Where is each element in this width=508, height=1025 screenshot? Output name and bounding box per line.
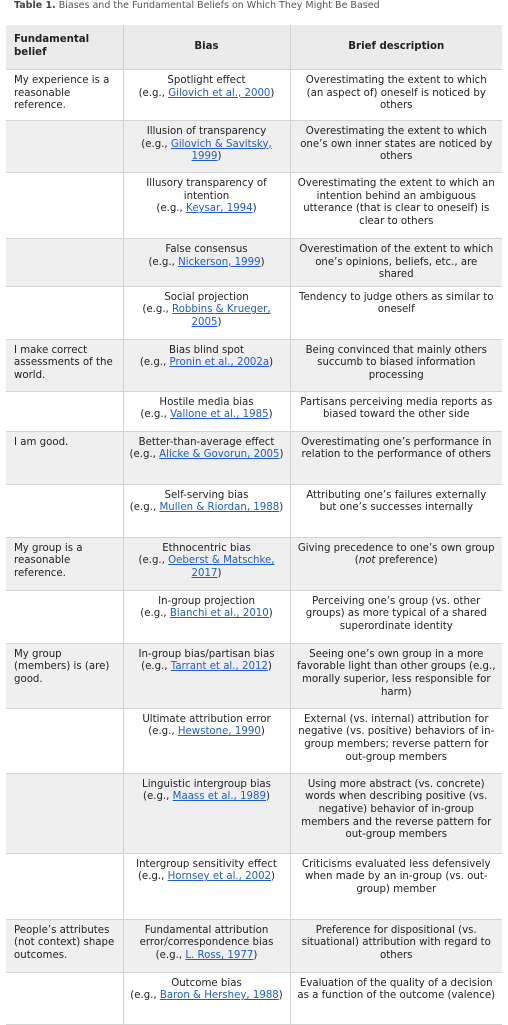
header-fundamental-belief: Fundamental belief — [6, 25, 123, 70]
bias-citation — [130, 950, 284, 963]
brief-description-text: External (vs. internal) attribution for negative (vs. positive) behaviors of in-group members; reverse pattern for out-group members — [298, 713, 495, 763]
table-row — [6, 972, 502, 1024]
citation-link[interactable]: Mullen & Riordan, 1988 — [159, 502, 280, 514]
brief-description-text-after: preference) — [375, 555, 438, 567]
brief-description-cell — [290, 339, 502, 391]
citation-link[interactable]: Gilovich & Savitsky, 1999 — [170, 138, 272, 163]
fundamental-belief-cell — [6, 121, 123, 173]
citation-prefix: (e.g., — [141, 138, 171, 150]
citation-link[interactable]: Baron & Hershey, 1988 — [159, 990, 279, 1002]
bias-name: Spotlight effect — [167, 75, 246, 86]
bias-name: Better-than-average effect — [138, 436, 275, 448]
brief-description-text: Preference for dispositional (vs. situational) attribution with regard to others — [301, 924, 491, 961]
table-row — [6, 919, 502, 972]
table-caption-label: Table 1. — [14, 0, 56, 11]
bias-cell — [123, 121, 290, 173]
fundamental-belief-cell — [6, 643, 123, 708]
bias-citation — [130, 139, 284, 164]
bias-cell — [123, 590, 290, 643]
brief-description-cell — [290, 391, 502, 431]
bias-name: Social projection — [164, 291, 249, 303]
brief-description-text: Overestimating the extent to which one’s own inner states are noticed by others — [300, 126, 493, 163]
citation-suffix: ) — [252, 203, 257, 215]
bias-name: Bias blind spot — [169, 344, 244, 356]
brief-description-cell — [290, 708, 502, 773]
bias-name: Ultimate attribution error — [142, 713, 271, 725]
citation-link[interactable]: L. Ross, 1977 — [185, 949, 254, 961]
header-brief-description: Brief description — [290, 25, 502, 70]
citation-link[interactable]: Oeberst & Matschke, 2017 — [168, 555, 275, 579]
citation-prefix: (e.g., — [137, 871, 168, 883]
bias-citation — [130, 555, 284, 580]
citation-link[interactable]: Alicke & Govorun, 2005 — [159, 449, 280, 461]
citation-prefix: (e.g., — [130, 990, 160, 1002]
bias-citation — [130, 726, 284, 739]
table-row — [6, 484, 502, 537]
brief-description-cell — [290, 286, 502, 339]
bias-citation — [130, 357, 284, 370]
fundamental-belief-text: My experience is a reasonable reference. — [14, 75, 110, 112]
citation-prefix: (e.g., — [156, 203, 187, 215]
citation-suffix: ) — [268, 608, 273, 620]
citation-prefix: (e.g., — [140, 608, 170, 620]
citation-prefix: (e.g., — [142, 791, 173, 803]
bias-cell — [123, 339, 290, 391]
brief-description-cell — [290, 70, 502, 121]
citation-prefix: (e.g., — [138, 87, 169, 99]
bias-name: In-group projection — [158, 595, 255, 607]
bias-cell — [123, 484, 290, 537]
table-header — [6, 25, 502, 70]
citation-prefix: (e.g., — [140, 409, 171, 421]
biases-table-container — [6, 25, 502, 1025]
citation-link[interactable]: Tarrant et al., 2012 — [170, 661, 268, 673]
citation-suffix: ) — [260, 726, 265, 738]
fundamental-belief-cell — [6, 339, 123, 391]
bias-citation — [130, 449, 284, 462]
citation-link[interactable]: Vallone et al., 1985 — [170, 409, 269, 421]
bias-citation — [130, 409, 284, 422]
bias-cell — [123, 919, 290, 972]
brief-description-cell — [290, 121, 502, 173]
table-row — [6, 708, 502, 773]
brief-description-cell — [290, 239, 502, 287]
fundamental-belief-cell — [6, 537, 123, 590]
table-caption-text: Biases and the Fundamental Beliefs on Which They Might Be Based — [58, 0, 380, 11]
brief-description-text: Evaluation of the quality of a decision as a function of the outcome (valence) — [297, 977, 496, 1002]
brief-description-cell — [290, 972, 502, 1024]
fundamental-belief-cell — [6, 972, 123, 1024]
fundamental-belief-text: My group is a reasonable reference. — [14, 542, 83, 579]
bias-cell — [123, 391, 290, 431]
bias-cell — [123, 70, 290, 121]
brief-description-text: Overestimating one’s performance in relation to the performance of others — [301, 436, 492, 461]
citation-suffix: ) — [271, 871, 276, 883]
brief-description-text: Overestimating the extent to which an intention behind an ambiguous utterance (that is clear to oneself) is clear to others — [297, 178, 495, 227]
table-row — [6, 121, 502, 173]
table-row — [6, 773, 502, 853]
table-row — [6, 431, 502, 484]
brief-description-cell — [290, 484, 502, 537]
citation-suffix: ) — [278, 990, 283, 1002]
citation-suffix: ) — [269, 357, 274, 369]
brief-description-cell — [290, 537, 502, 590]
brief-description-text: Seeing one’s own group in a more favorable light than other groups (e.g., morally superior, less responsible for harm) — [297, 648, 496, 698]
brief-description-emphasis: not — [358, 555, 376, 567]
brief-description-cell — [290, 643, 502, 708]
brief-description-text: Overestimating the extent to which (an aspect of) oneself is noticed by others — [305, 75, 487, 112]
bias-name: Linguistic intergroup bias — [142, 778, 271, 790]
citation-link[interactable]: Nickerson, 1999 — [178, 256, 261, 268]
brief-description-text: Criticisms evaluated less defensively when made by an in-group (vs. out-group) member — [302, 858, 491, 895]
bias-cell — [123, 643, 290, 708]
table-row — [6, 391, 502, 431]
bias-name: Outcome bias — [171, 977, 242, 989]
fundamental-belief-cell — [6, 431, 123, 484]
table-row — [6, 239, 502, 287]
table-row — [6, 643, 502, 708]
brief-description-text: Using more abstract (vs. concrete) words when describing positive (vs. negative) behavior of in-group members and the reverse pattern for out-group members — [301, 778, 492, 841]
table-body — [6, 70, 502, 1025]
bias-citation — [130, 502, 284, 515]
bias-citation — [130, 304, 284, 329]
brief-description-text: Perceiving one’s group (vs. other groups) as more typical of a shared superordinate identity — [305, 595, 487, 632]
fundamental-belief-cell — [6, 484, 123, 537]
citation-prefix: (e.g., — [148, 256, 179, 268]
header-bias: Bias — [123, 25, 290, 70]
table-row — [6, 537, 502, 590]
bias-name: Ethnocentric bias — [162, 542, 251, 554]
table-caption — [14, 0, 380, 11]
bias-cell — [123, 173, 290, 239]
citation-prefix: (e.g., — [141, 661, 171, 673]
citation-prefix: (e.g., — [155, 949, 186, 961]
brief-description-cell — [290, 431, 502, 484]
bias-cell — [123, 431, 290, 484]
brief-description-text: Partisans perceiving media reports as biased toward the other side — [300, 396, 493, 421]
citation-prefix: (e.g., — [142, 304, 173, 316]
bias-citation — [130, 203, 284, 216]
citation-suffix: ) — [217, 316, 222, 328]
citation-link[interactable]: Keysar, 1994 — [186, 203, 253, 215]
fundamental-belief-cell — [6, 773, 123, 853]
citation-suffix: ) — [260, 256, 265, 268]
bias-name: Fundamental attribution error/correspondence bias — [139, 924, 274, 949]
table-row — [6, 173, 502, 239]
fundamental-belief-cell — [6, 708, 123, 773]
citation-link[interactable]: Gilovich et al., 2000 — [168, 87, 271, 99]
citation-prefix: (e.g., — [129, 449, 160, 461]
citation-link[interactable]: Pronin et al., 2002a — [169, 357, 270, 369]
fundamental-belief-text: I make correct assessments of the world. — [14, 344, 113, 381]
bias-name: In-group bias/partisan bias — [138, 648, 275, 660]
bias-cell — [123, 286, 290, 339]
bias-cell — [123, 773, 290, 853]
fundamental-belief-cell — [6, 853, 123, 919]
fundamental-belief-cell — [6, 173, 123, 239]
brief-description-cell — [290, 853, 502, 919]
fundamental-belief-cell — [6, 391, 123, 431]
brief-description-text: Overestimation of the extent to which one’s opinions, beliefs, etc., are shared — [299, 244, 494, 281]
bias-citation — [130, 608, 284, 621]
bias-name: Self-serving bias — [164, 489, 249, 501]
fundamental-belief-cell — [6, 70, 123, 121]
brief-description-text: Tendency to judge others as similar to oneself — [298, 291, 494, 316]
fundamental-belief-text: I am good. — [14, 436, 69, 448]
bias-name: False consensus — [165, 244, 248, 255]
citation-prefix: (e.g., — [129, 502, 160, 514]
table-row — [6, 339, 502, 391]
citation-suffix: ) — [279, 449, 284, 461]
citation-suffix: ) — [268, 409, 273, 421]
brief-description-cell — [290, 173, 502, 239]
table-row — [6, 286, 502, 339]
citation-link[interactable]: Hornsey et al., 2002 — [167, 871, 272, 883]
citation-link[interactable]: Hewstone, 1990 — [177, 726, 261, 738]
citation-prefix: (e.g., — [148, 726, 178, 738]
fundamental-belief-cell — [6, 239, 123, 287]
bias-cell — [123, 853, 290, 919]
table-row — [6, 70, 502, 121]
citation-suffix: ) — [253, 949, 258, 961]
fundamental-belief-cell — [6, 590, 123, 643]
bias-citation — [130, 257, 284, 270]
bias-citation — [130, 661, 284, 674]
fundamental-belief-text: People’s attributes (not context) shape outcomes. — [14, 924, 115, 961]
citation-link[interactable]: Bianchi et al., 2010 — [169, 608, 269, 620]
citation-suffix: ) — [266, 791, 270, 803]
bias-citation — [130, 871, 284, 884]
citation-suffix: ) — [279, 502, 284, 514]
citation-link[interactable]: Robbins & Krueger, 2005 — [172, 304, 271, 328]
table-row — [6, 590, 502, 643]
brief-description-cell — [290, 590, 502, 643]
citation-suffix: ) — [217, 151, 222, 163]
fundamental-belief-text: My group (members) is (are) good. — [14, 648, 110, 685]
brief-description-cell — [290, 919, 502, 972]
citation-prefix: (e.g., — [138, 555, 169, 567]
bias-name: Illusory transparency of intention — [146, 178, 267, 202]
brief-description-text: Giving precedence to one’s own group ( — [297, 542, 495, 567]
citation-suffix: ) — [270, 87, 275, 99]
biases-table — [6, 25, 502, 1025]
bias-citation — [130, 791, 284, 804]
fundamental-belief-cell — [6, 286, 123, 339]
bias-cell — [123, 972, 290, 1024]
bias-citation — [130, 990, 284, 1003]
citation-link[interactable]: Maass et al., 1989 — [172, 791, 267, 803]
citation-prefix: (e.g., — [139, 357, 170, 369]
header-row — [6, 25, 502, 70]
table-row — [6, 853, 502, 919]
bias-name: Intergroup sensitivity effect — [136, 858, 277, 870]
citation-suffix: ) — [217, 567, 222, 579]
bias-name: Hostile media bias — [159, 396, 254, 408]
citation-suffix: ) — [267, 661, 272, 673]
bias-name: Illusion of transparency — [146, 126, 267, 137]
brief-description-text: Attributing one’s failures externally but one’s successes internally — [306, 489, 487, 514]
fundamental-belief-cell — [6, 919, 123, 972]
bias-cell — [123, 537, 290, 590]
brief-description-text: Being convinced that mainly others succumb to biased information processing — [305, 344, 487, 381]
bias-cell — [123, 239, 290, 287]
bias-cell — [123, 708, 290, 773]
brief-description-cell — [290, 773, 502, 853]
bias-citation — [130, 88, 284, 101]
